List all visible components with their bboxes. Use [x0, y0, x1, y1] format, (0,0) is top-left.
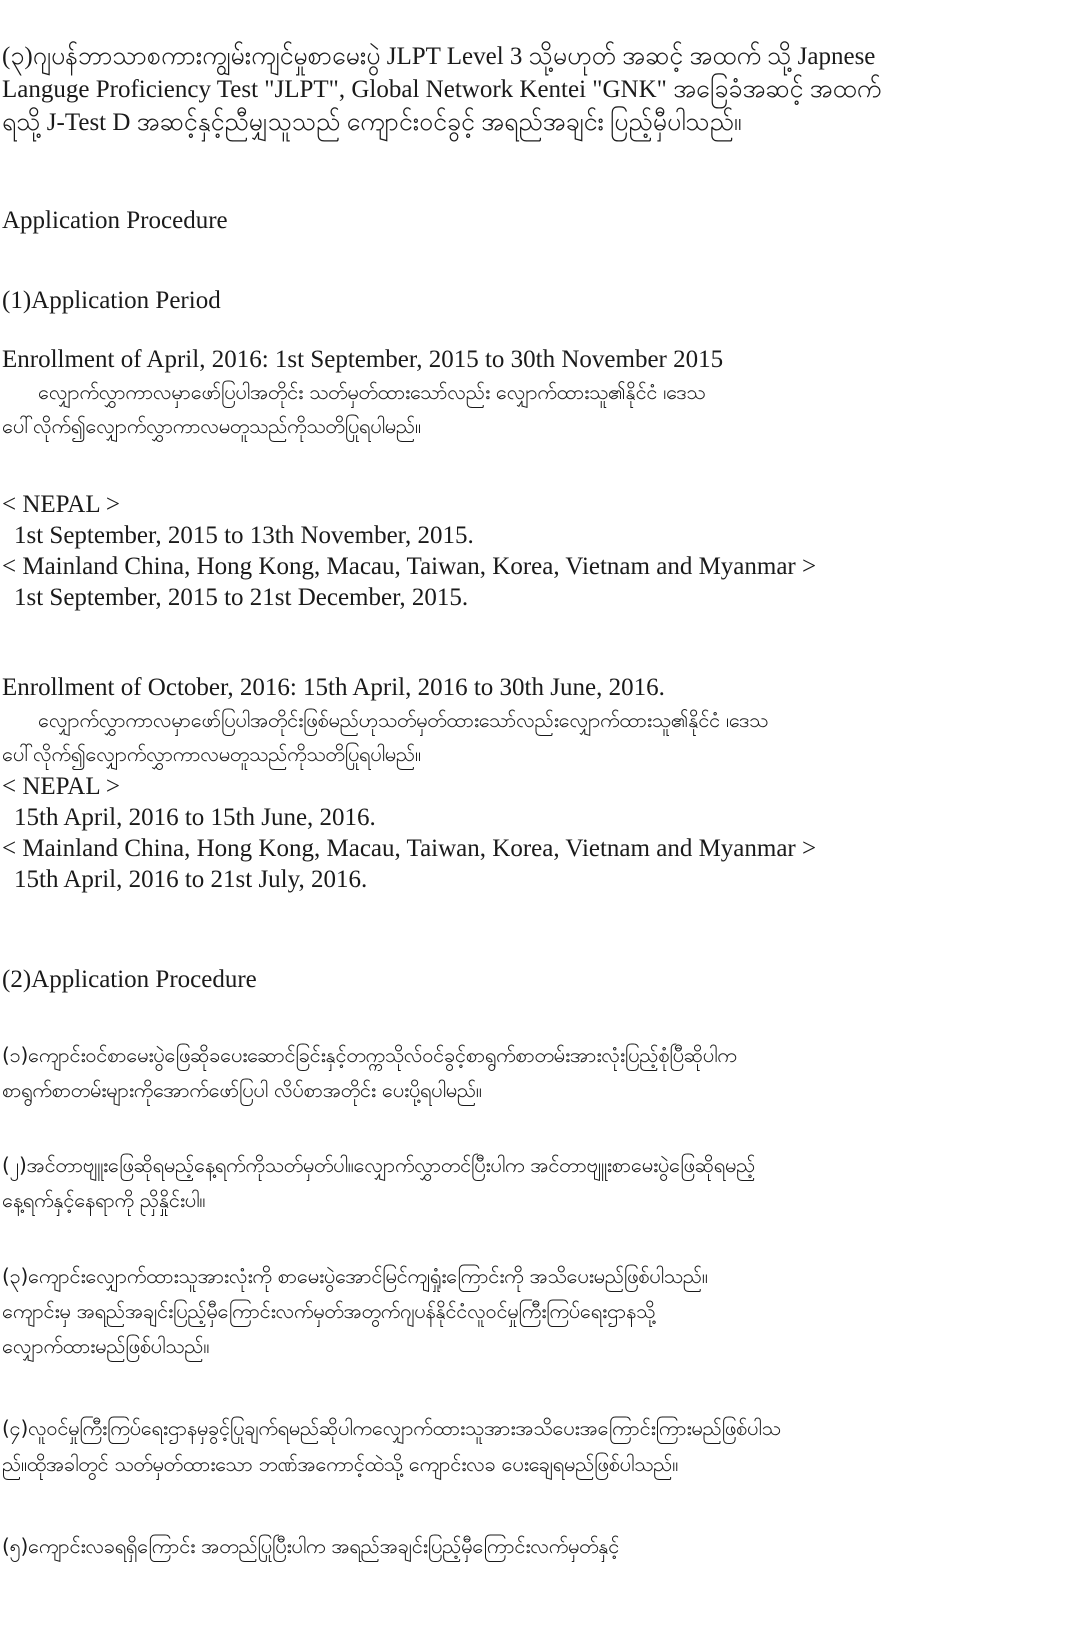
qualification-line-2: Languge Proficiency Test "JLPT", Global Network Kentei "GNK" အခြေခံအဆင့် အထက် [2, 76, 882, 103]
april-note-line-2: ပေါ်လိုက်၍လျှောက်လွှာကာလမတူသည်ကိုသတိပြုရပါမည်။ [2, 414, 421, 438]
application-period-heading-text: (1)Application Period [2, 287, 221, 314]
step-1-line-2: စာရွက်စာတမ်းများကိုအောက်ဖော်ပြပါ လိပ်စာအတိုင်း ပေးပို့ရပါမည်။ [2, 1078, 482, 1102]
april-others-label: < Mainland China, Hong Kong, Macau, Taiwan, Korea, Vietnam and Myanmar > [2, 553, 817, 580]
april-nepal-label: < NEPAL > [2, 491, 121, 518]
application-period-heading [2, 284, 1062, 317]
october-enrollment-block [2, 673, 1062, 895]
procedure-step-3 [2, 1259, 1062, 1364]
october-nepal-dates: 15th April, 2016 to 15th June, 2016. [14, 804, 376, 831]
april-schedule-list [2, 489, 1062, 613]
october-nepal-label: < NEPAL > [2, 773, 121, 800]
procedure-step-1 [2, 1038, 1062, 1108]
october-enrollment-title: Enrollment of October, 2016: 15th April, 2016 to 30th June, 2016. [2, 674, 665, 701]
step-2-line-1: (၂)အင်တာဗျူးဖြေဆိုရမည့်နေ့ရက်ကိုသတ်မှတ်ပါ။လျှောက်လွှာတင်ပြီးပါက အင်တာဗျူးစာမေးပွဲဖြေဆိုရမည့် [2, 1153, 756, 1177]
step-3-line-1: (၃)ကျောင်းလျှောက်ထားသူအားလုံးကို စာမေးပွဲအောင်မြင်ကျရှုံးကြောင်းကို အသိပေးမည်ဖြစ်ပါသည်။ [2, 1264, 708, 1288]
step-4-line-2: ည်။ထိုအခါတွင် သတ်မှတ်ထားသော ဘဏ်အကောင့်ထဲသို့ ကျောင်းလခ ပေးချေရမည်ဖြစ်ပါသည်။ [2, 1452, 678, 1476]
step-4-line-1: (၄)လူဝင်မှုကြီးကြပ်ရေးဌာနမှခွင့်ပြုချက်ရမည်ဆိုပါကလျှောက်ထားသူအားအသိပေးအကြောင်းကြားမည်ဖြစ်ပါသ [2, 1416, 781, 1440]
october-note-line-2: ပေါ်လိုက်၍လျှောက်လွှာကာလမတူသည်ကိုသတိပြုရပါမည်။ [2, 742, 421, 766]
section-title [2, 204, 1062, 237]
april-enrollment-title: Enrollment of April, 2016: 1st September, 2015 to 30th November 2015 [2, 346, 724, 373]
procedure-step-2 [2, 1148, 1062, 1218]
qualification-line-3: ရသို့ J-Test D အဆင့်နှင့်ညီမျှသူသည် ကျောင်းဝင်ခွင့် အရည်အချင်း ပြည့်မှီပါသည်။ [2, 109, 742, 136]
april-note-line-1: လျှောက်လွှာကာလမှာဖော်ပြပါအတိုင်း သတ်မှတ်ထားသော်လည်း လျှောက်ထားသူ၏နိုင်ငံ ၊ဒေသ [38, 380, 706, 404]
step-1-line-1: (၁)ကျောင်းဝင်စာမေးပွဲဖြေဆိုခပေးဆောင်ခြင်းနှင့်တက္ကသိုလ်ဝင်ခွင့်စာရွက်စာတမ်းအားလုံးပြည့်စုံပြီဆိုပါက [2, 1043, 737, 1067]
april-enrollment-block [2, 345, 1062, 443]
october-others-label: < Mainland China, Hong Kong, Macau, Taiwan, Korea, Vietnam and Myanmar > [2, 835, 817, 862]
application-procedure-heading-text: (2)Application Procedure [2, 966, 257, 993]
april-nepal-dates: 1st September, 2015 to 13th November, 2015. [14, 522, 474, 549]
section-title-text: Application Procedure [2, 207, 228, 234]
qualification-paragraph [2, 40, 1062, 139]
step-5-line-1: (၅)ကျောင်းလခရရှိကြောင်း အတည်ပြုပြီးပါက အရည်အချင်းပြည့်မှီကြောင်းလက်မှတ်နှင့် [2, 1534, 620, 1558]
procedure-step-4 [2, 1410, 1062, 1482]
step-3-line-2: ကျောင်းမှ အရည်အချင်းပြည့်မှီကြောင်းလက်မှတ်အတွက်ဂျပန်နိုင်ငံလူဝင်မှုကြီးကြပ်ရေးဌာနသို့ [2, 1299, 656, 1323]
october-note-line-1: လျှောက်လွှာကာလမှာဖော်ပြပါအတိုင်းဖြစ်မည်ဟုသတ်မှတ်ထားသော်လည်းလျှောက်ထားသူ၏နိုင်ငံ ၊ဒေသ [38, 708, 769, 732]
step-3-line-3: လျှောက်ထားမည်ဖြစ်ပါသည်။ [2, 1334, 210, 1358]
qualification-line-1: (၃)ဂျပန်ဘာသာစကားကျွမ်းကျင်မှုစာမေးပွဲ JLPT Level 3 သို့မဟုတ် အဆင့် အထက် သို့ Japnese [2, 43, 876, 70]
procedure-step-5 [2, 1528, 1062, 1564]
october-others-dates: 15th April, 2016 to 21st July, 2016. [14, 866, 368, 893]
application-procedure-heading [2, 963, 1062, 996]
step-2-line-2: နေ့ရက်နှင့်နေရာကို ညှိနှိုင်းပါ။ [2, 1188, 206, 1212]
april-others-dates: 1st September, 2015 to 21st December, 2015. [14, 584, 469, 611]
